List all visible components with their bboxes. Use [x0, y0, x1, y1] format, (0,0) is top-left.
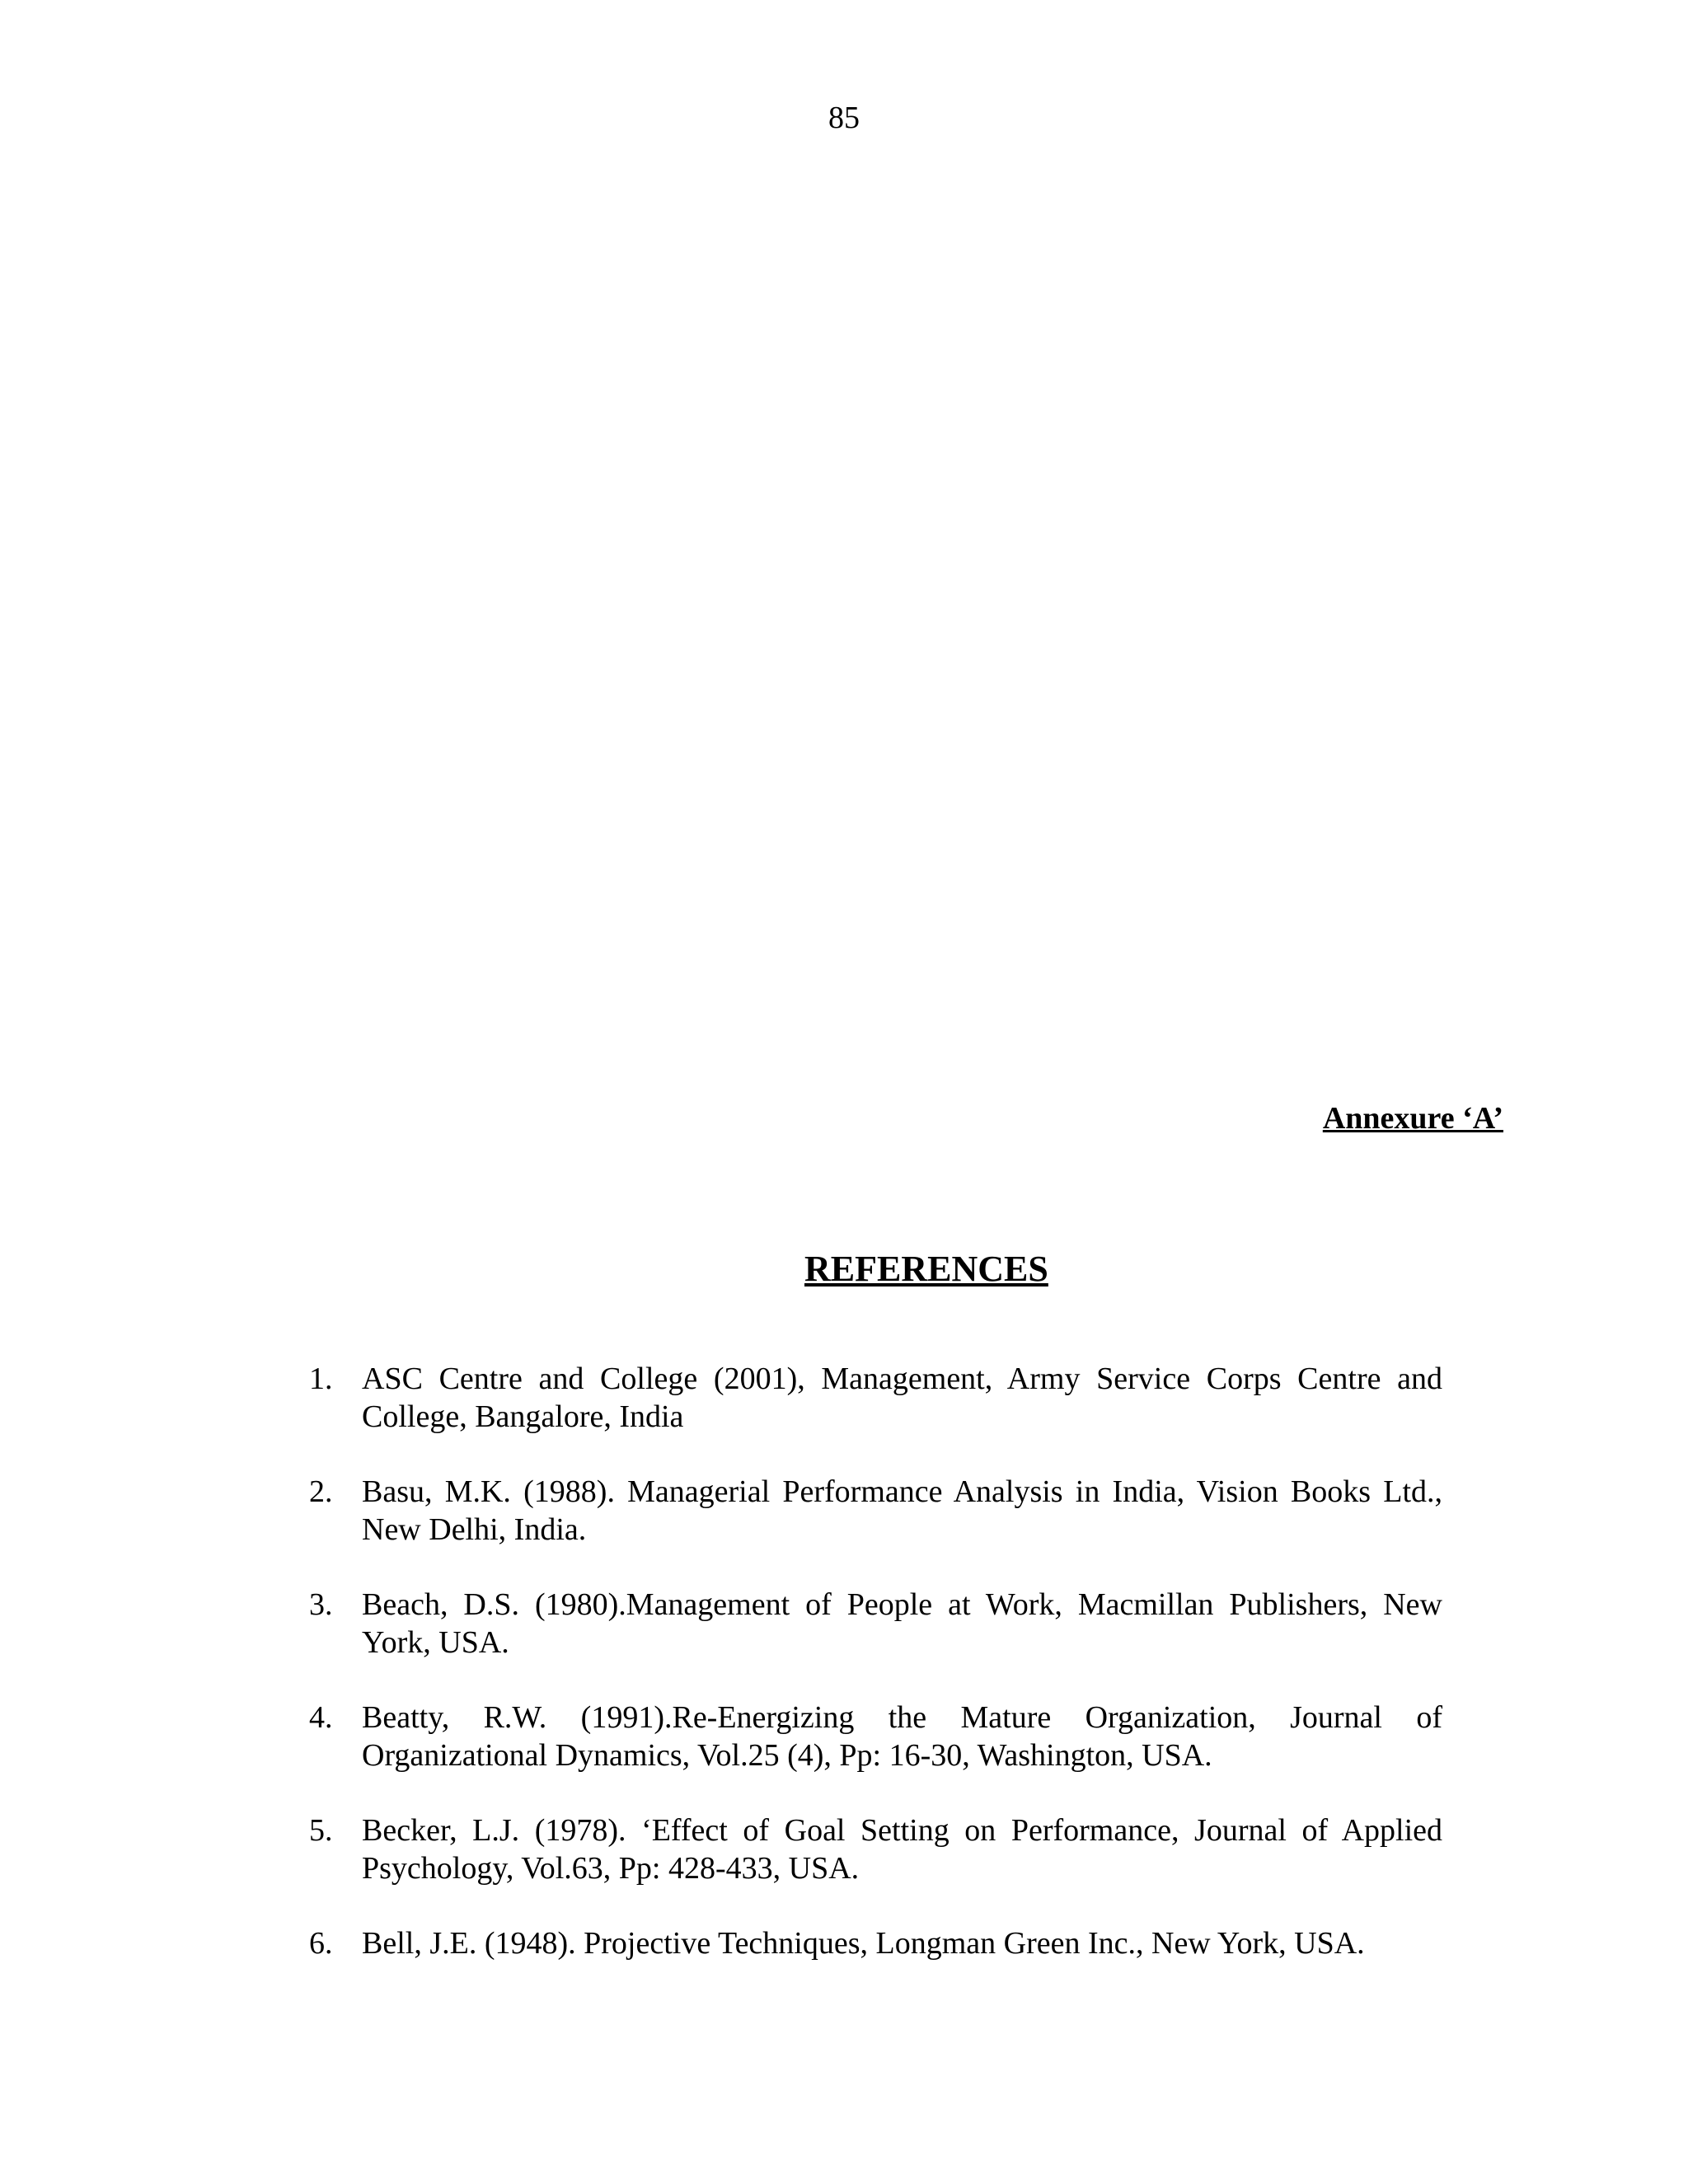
reference-text: Basu, M.K. (1988). Managerial Performance Analysis in India, Vision Books Ltd., New Delhi, India. — [362, 1474, 1442, 1547]
reference-item — [309, 1924, 1442, 1962]
reference-item — [309, 1473, 1442, 1549]
reference-number: 1. — [309, 1361, 333, 1396]
annexure-label: Annexure ‘A’ — [1322, 1101, 1503, 1136]
reference-number: 2. — [309, 1474, 333, 1509]
reference-item — [309, 1360, 1442, 1436]
reference-number: 3. — [309, 1587, 333, 1622]
reference-text: Beatty, R.W. (1991).Re-Energizing the Mature Organization, Journal of Organizational Dynamics, Vol.25 (4), Pp: 16-30, Washington, USA. — [362, 1700, 1442, 1773]
reference-number: 4. — [309, 1700, 333, 1735]
reference-text: ASC Centre and College (2001), Management, Army Service Corps Centre and College, Bangalore, India — [362, 1361, 1442, 1434]
reference-item — [309, 1699, 1442, 1774]
reference-item — [309, 1811, 1442, 1887]
reference-number: 5. — [309, 1813, 333, 1848]
reference-text: Bell, J.E. (1948). Projective Techniques, Longman Green Inc., New York, USA. — [362, 1926, 1365, 1961]
reference-list — [309, 1360, 1442, 1999]
reference-text: Becker, L.J. (1978). ‘Effect of Goal Setting on Performance, Journal of Applied Psychology, Vol.63, Pp: 428-433, USA. — [362, 1813, 1442, 1886]
page-number: 85 — [828, 101, 860, 135]
reference-number: 6. — [309, 1926, 333, 1961]
section-title: REFERENCES — [804, 1249, 1048, 1289]
reference-text: Beach, D.S. (1980).Management of People at Work, Macmillan Publishers, New York, USA. — [362, 1587, 1442, 1660]
reference-item — [309, 1586, 1442, 1661]
